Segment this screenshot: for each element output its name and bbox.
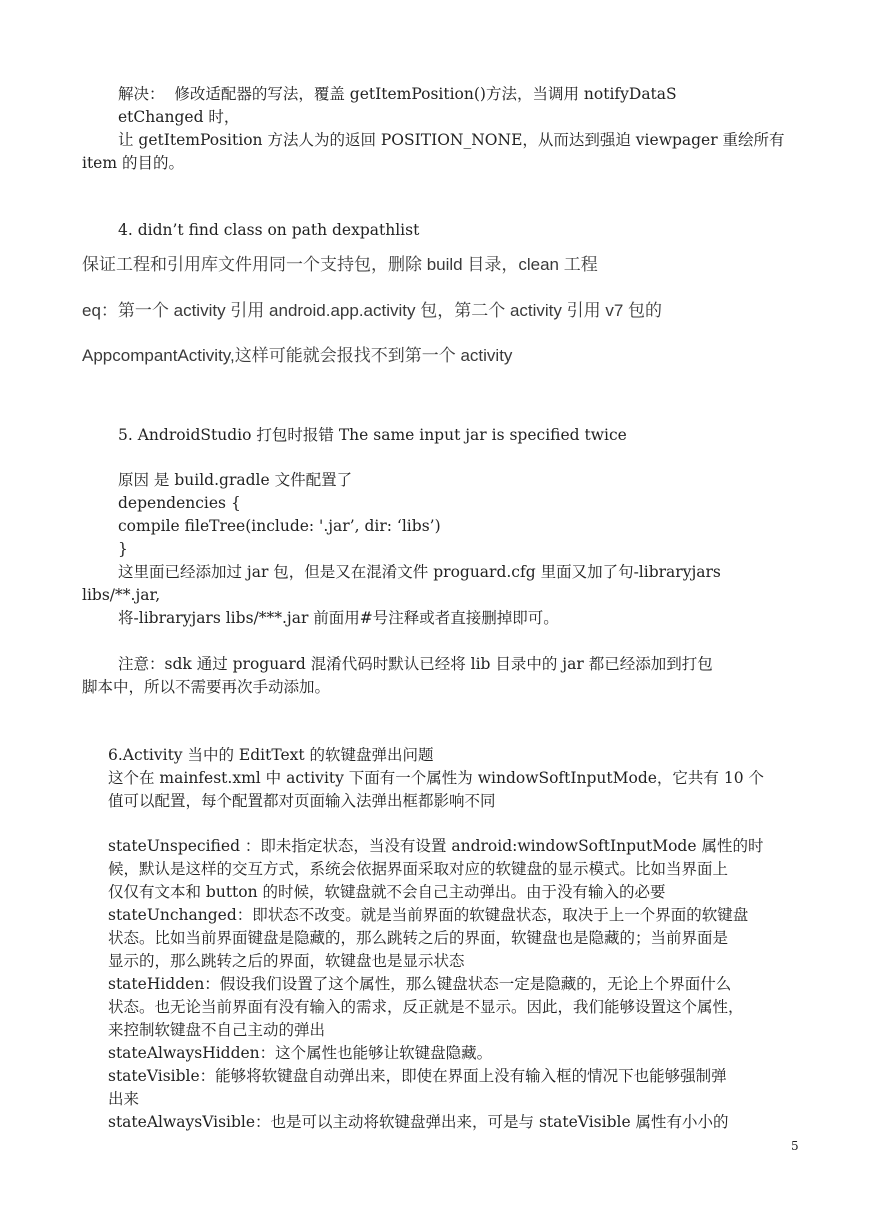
- section-6-line-2: 值可以配置，每个配置都对页面输入法弹出框都影响不同: [108, 792, 496, 810]
- section-5-line-2: dependencies {: [118, 494, 241, 512]
- section-6-line-3: stateUnspecified ：即未指定状态，当没有设置 android:windowSoftInputMode 属性的时: [108, 837, 764, 855]
- section-6-line-4: 候，默认是这样的交互方式，系统会依据界面采取对应的软键盘的显示模式。比如当界面上: [108, 860, 729, 878]
- section-6-line-9: stateHidden：假设我们设置了这个属性，那么键盘状态一定是隐藏的，无论上个界面什么: [108, 975, 732, 993]
- section-6-line-6: stateUnchanged：即状态不改变。就是当前界面的软键盘状态，取决于上一个界面的软键盘: [108, 906, 749, 924]
- section-6-line-12: stateAlwaysHidden：这个属性也能够让软键盘隐藏。: [108, 1044, 493, 1062]
- section-5-line-1: 原因 是 build.gradle 文件配置了: [118, 471, 353, 489]
- section-6-line-8: 显示的，那么跳转之后的界面，软键盘也是显示状态: [108, 952, 465, 970]
- section-4-heading: 4. didn’t find class on path dexpathlist: [118, 221, 420, 239]
- section-5-line-8: 注意：sdk 通过 proguard 混淆代码时默认已经将 lib 目录中的 jar 都已经添加到打包: [118, 655, 713, 673]
- fix-line-3: 让 getItemPosition 方法人为的返回 POSITION_NONE，从而达到强迫 viewpager 重绘所有: [118, 131, 785, 149]
- section-4-line-3: AppcompantActivity,这样可能就会报找不到第一个 activity: [82, 346, 513, 365]
- section-6-line-7: 状态。比如当前界面键盘是隐藏的，那么跳转之后的界面，软键盘也是隐藏的；当前界面是: [108, 929, 729, 947]
- section-6-line-10: 状态。也无论当前界面有没有输入的需求，反正就是不显示。因此，我们能够设置这个属性，: [108, 998, 744, 1016]
- section-6-line-14: 出来: [108, 1090, 140, 1108]
- section-4-line-1: 保证工程和引用库文件用同一个支持包，删除 build 目录，clean 工程: [82, 255, 598, 274]
- section-6-line-13: stateVisible：能够将软键盘自动弹出来，即使在界面上没有输入框的情况下也能够强制弹: [108, 1067, 727, 1085]
- section-5-line-3: compile fileTree(include: '.jar’, dir: ‘libs’): [118, 517, 441, 535]
- section-5-line-9: 脚本中，所以不需要再次手动添加。: [82, 678, 331, 696]
- fix-line-2: etChanged 时，: [118, 108, 240, 126]
- section-6-line-5: 仅仅有文本和 button 的时候，软键盘就不会自己主动弹出。由于没有输入的必要: [108, 883, 666, 901]
- fix-line-1: 解决： 修改适配器的写法，覆盖 getItemPosition()方法，当调用 notifyDataS: [118, 85, 677, 103]
- section-5-line-4: }: [118, 540, 128, 558]
- section-4-line-2: eq：第一个 activity 引用 android.app.activity 包，第二个 activity 引用 v7 包的: [82, 301, 663, 320]
- section-6-heading: 6.Activity 当中的 EditText 的软键盘弹出问题: [108, 746, 434, 764]
- section-5-heading: 5. AndroidStudio 打包时报错 The same input jar is specified twice: [118, 426, 627, 444]
- section-5-line-7: 将-libraryjars libs/***.jar 前面用#号注释或者直接删掉即可。: [118, 609, 559, 627]
- page-number: 5: [791, 1139, 799, 1153]
- section-6-line-11: 来控制软键盘不自己主动的弹出: [108, 1021, 326, 1039]
- section-6-line-15: stateAlwaysVisible：也是可以主动将软键盘弹出来，可是与 stateVisible 属性有小小的: [108, 1113, 729, 1131]
- section-5-line-5: 这里面已经添加过 jar 包，但是又在混淆文件 proguard.cfg 里面又加了句-libraryjars: [118, 563, 721, 581]
- fix-line-4: item 的目的。: [82, 154, 184, 172]
- section-5-line-6: libs/**.jar,: [82, 586, 161, 604]
- section-6-line-1: 这个在 mainfest.xml 中 activity 下面有一个属性为 windowSoftInputMode，它共有 10 个: [108, 769, 764, 787]
